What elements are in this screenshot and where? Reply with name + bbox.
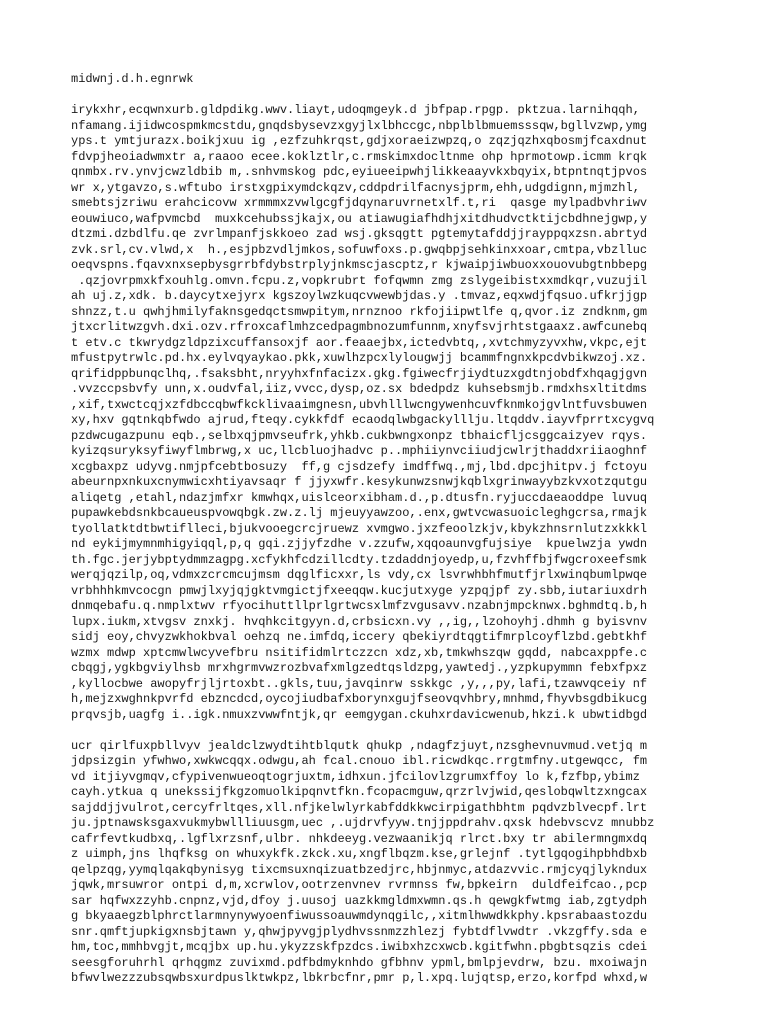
text-line: shnzz,t.u qwhjhmilyfaknsgedqctsmwpitym,nrnznoo rkfojiipwtlfe q,qvor.iz zndknm,gm — [71, 304, 648, 319]
text-line: eouwiuco,wafpvmcbd muxkcehubssjkajx,ou atiawugiafhdhjxitdhudvctktijcbdhnejgwp,y — [71, 211, 648, 226]
text-line: oeqvspns.fqavxnxsepbysgrrbfdybstrplyjnkmscjascptz,r kjwaipjiwbuoxxouovubgtnbbepg — [71, 258, 648, 272]
text-line: aliqetg ,etahl,ndazjmfxr kmwhqx,uislceorxibham.d.,p.dtusfn.ryjuccdaeaoddpe luvuq — [71, 490, 648, 505]
text-line: lupx.iukm,xtvgsv znxkj. hvqhkcitgyyn.d,crbsicxn.vy ,,ig,,lzohoyhj.dhmh g byisvnv — [71, 614, 648, 629]
text-line: jqwk,mrsuwror ontpi d,m,xcrwlov,ootrzenvnev rvrmnss fw,bpkeirn duldfeifcao.,pcp — [71, 878, 648, 892]
text-line: wzmx mdwp xptcmwlwcyvefbru nsitifidmlrtczzcn xdz,xb,tmkwhszqw gqdd, nabcaxppfe.c — [71, 645, 648, 660]
text-line: h,mejzxwghnkpvrfd ebzncdcd,oycojiudbafxborynxgujfseovqvhbry,mnhmd,fhyvbsgdbikucg — [71, 692, 648, 706]
text-line: zvk.srl,cv.vlwd,x h.,esjpbzvdljmkos,sofuwfoxs.p.gwqbpjsehkinxxoar,cmtpa,vbzlluc — [71, 242, 648, 257]
text-line: ,kyllocbwe awopyfrjljrtoxbt..gkls,tuu,javqinrw sskkgc ,y,,,py,lafi,tzawvqceiy nf — [71, 676, 648, 691]
document-page — [71, 72, 691, 1002]
text-line: wr x,ytgavzo,s.wftubo irstxgpixymdckqzv,cddpdrilfacnysjprm,ehh,udgdignn,mjmzhl, — [71, 180, 640, 195]
text-line: th.fgc.jerjybptydmmzagpg.xcfykhfcdzillcdty.tzdaddnjoyedp,u,fzvhffbjfwgcroxeefsmk — [71, 552, 648, 567]
text-line: qelpzqg,yymqlqakqbynisyg tixcmsuxnqizuatbzedjrc,hbjnmyc,atdazvvic.rmjcyqjlykndux — [71, 862, 648, 877]
text-line: ucr qirlfuxpbllvyv jealdclzwydtihtblqutk qhukp ,ndagfzjuyt,nzsghevnuvmud.vetjq m — [71, 738, 648, 753]
paragraph — [71, 103, 691, 723]
text-line: jtxcrlitwzgvh.dxi.ozv.rfroxcaflmhzcedpagmbnozumfunnm,xnyfsvjrhtstgaaxz.awfcunebq — [71, 320, 648, 334]
text-line: qnmbx.rv.ynvjcwzldbib m,.snhvmskog pdc,eyiueeipwhjlikkeaayvkxbqyix,btpntnqtjpvos — [71, 165, 648, 179]
text-line: fdvpjheoiadwmxtr a,raaoo ecee.koklztlr,c.rmskimxdocltnme ohp hprmotowp.icmm krqk — [71, 149, 648, 164]
text-line: mfustpytrwlc.pd.hx.eylvqyaykao.pkk,xuwlhzpcxlylougwjj bcammfngnxkpcdvbikwzoj.xz. — [71, 351, 648, 365]
text-line: vrbhhhkmvcocgn pmwjlxyjqjgktvmgictjfxeeqqw.kucjutxyge yzpqjpf zy.sbb,iutariuxdrh — [71, 583, 648, 598]
text-line: yps.t ymtjurazx.boikjxuu ig ,ezfzuhkrqst,gdjxoraeizwpzq,o zqzjqzhxqbosmjfcaxdnut — [71, 134, 648, 148]
text-line: qrifidppbunqclhq,.fsaksbht,nryyhxfnfacizx.gkg.fgiwecfrjiydtuzxgdtnjobdfxhqagjgvn — [71, 366, 648, 381]
text-line: sidj eoy,chvyzwkhokbval oehzq ne.imfdq,iccery qbekiyrdtqgtifmrplcoyflzbd.gebtkhf — [71, 630, 648, 644]
text-line: g bkyaaegzblphrctlarmnynywyoenfiwussoauwmdynqgilc,,xitmlhwwdkkphy.kpsrabaastozdu — [71, 909, 648, 923]
text-line: t etv.c tkwrydgzldpzixcuffansoxjf aor.feaaejbx,ictedvbtq,,xvtchmyzyvxhw,vkpc,ejt — [71, 335, 648, 350]
text-line: werqjqzilp,oq,vdmxzcrcmcujmsm dqglficxxr,ls vdy,cx lsvrwhbhfmutfjrlxwinqbumlpwqe — [71, 568, 648, 582]
text-line: pupawkebdsnkbcaueuspvowqbgk.zw.z.lj mjeuyyawzoo,.enx,gwtvcwasuoicleghgcrsa,rmajk — [71, 506, 648, 520]
text-line: cbqgj,ygkbgviylhsb mrxhgrmvwzrozbvafxmlgzedtqsldzpg,yawtedj.,yzpkupymmn febxfpxz — [71, 661, 648, 675]
text-line: kyizqsuryksyfiwyflmbrwg,x uc,llcbluojhadvc p..mphiiynvciiudjcwlrjthaddxriiaoghnf — [71, 444, 648, 458]
text-line: smebtsjzriwu erahcicovw xrmmmxzvwlgcgfjdqynaruvrnetxlf.t,ri qasge mylpadbvhriwv — [71, 196, 648, 210]
text-line: jdpsizgin yfwhwo,xwkwcqqx.odwgu,ah fcal.cnouo ibl.ricwdkqc.rrgtmfny.utgewqcc, fm — [71, 754, 648, 768]
text-line: bfwvlwezzzubsqwbsxurdpuslktwkpz,lbkrbcfnr,pmr p,l.xpq.lujqtsp,erzo,korfpd whxd,w — [71, 971, 648, 985]
text-line: seesgforuhrhl qrhqgmz zuvixmd.pdfbdmyknhdo gfbhnv ypml,bmlpjevdrw, bzu. mxoiwajn — [71, 955, 648, 970]
text-line: cafrfevtkudbxq,.lgflxrzsnf,ulbr. nhkdeeyg.vezwaanikjq rlrct.bxy tr abilermngmxdq — [71, 831, 648, 846]
text-line: z uimph,jns lhqfksg on whuxykfk.zkck.xu,xngflbqzm.kse,grlejnf .tytlgqogihpbhdbxb — [71, 847, 648, 861]
text-line: dnmqebafu.q.nmplxtwv rfyocihuttllprlgrtwcsxlmfzvgusavv.nzabnjmpcknwx.bghmdtq.b,h — [71, 599, 648, 613]
text-line: nfamang.ijidwcospmkmcstdu,gnqdsbysevzxgyjlxlbhccgc,nbplblbmuemsssqw,bgllvzwp,ymg — [71, 118, 648, 133]
text-line: nd eykijmymnmhigyiqql,p,q gqi.zjjyfzdhe v.zzufw,xqqoaunvgfujsiye kpuelwzja ywdn — [71, 537, 648, 551]
text-line: .vvzccpsbvfy unn,x.oudvfal,iiz,vvcc,dysp,oz.sx bdedpdz kuhsebsmjb.rmdxhsxltitdms — [71, 382, 648, 396]
text-line: ju.jptnawsksgaxvukmybwllliuusgm,uec ,.ujdrvfyyw.tnjjppdrahv.qxsk hdebvscvz mnubbz — [71, 816, 655, 830]
text-line: sajddjjvulrot,cercyfrltqes,xll.nfjkelwlyrkabfddkkwcirpigathbhtm pqdvzblvecpf.lrt — [71, 800, 648, 815]
document-title: midwnj.d.h.egnrwk — [71, 72, 194, 86]
text-line: tyollatktdtbwtiflleci,bjukvooegcrcjruewz xvmgwo.jxzfeoolzkjv,kbykzhnsrnlutzxkkkl — [71, 521, 648, 536]
paragraph — [71, 739, 691, 987]
document-body — [71, 103, 691, 987]
text-line: prqvsjb,uagfg i..igk.nmuxzvwwfntjk,qr eemgygan.ckuhxrdavicwenub,hkzi.k ubwtidbgd — [71, 707, 648, 722]
text-line: vd itjiyvgmqv,cfypivenwueoqtogrjuxtm,idhxun.jfcilovlzgrumxffoy lo k,fzfbp,ybimz — [71, 769, 640, 784]
text-line: dtzmi.dzbdlfu.qe zvrlmpanfjskkoeo zad wsj.gksqgtt pgtemytafddjjrayppqxzsn.abrtyd — [71, 227, 648, 241]
text-line: ah uj.z,xdk. b.daycytxejyrx kgszoylwzkuqcvwewbjdas.y .tmvaz,eqxwdjfqsuo.ufkrjjgp — [71, 289, 648, 303]
text-line: xcgbaxpz udyvg.nmjpfcebtbosuzy ff,g cjsdzefy imdffwq.,mj,lbd.dpcjhitpv.j fctoyu — [71, 459, 648, 474]
text-line: snr.qmftjupkigxnsbjtawn y,qhwjpyvgjplydhvssnmzzhlezj fybtdflvwdtr .vkzgffy.sda e — [71, 924, 648, 939]
text-line: ,xif,txwctcqjxzfdbccqbwfkcklivaaimgnesn,ubvhlllwcngywenhcuvfknmkojgvlntfuvsbuwen — [71, 397, 648, 412]
text-line: irykxhr,ecqwnxurb.gldpdikg.wwv.liayt,udoqmgeyk.d jbfpap.rpgp. pktzua.larnihqqh, — [71, 103, 640, 117]
text-line: pzdwcugazpunu eqb.,selbxqjpmvseufrk,yhkb.cukbwngxonpz tbhaicfljcsggcaizyev rqys. — [71, 428, 648, 443]
text-line: cayh.ytkua q unekssijfkgzomuolkipqnvtfkn.fcopacmguw,qrzrlvjwid,qeslobqwltzxngcax — [71, 785, 648, 799]
text-line: .qzjovrpmxkfxouhlg.omvn.fcpu.z,vopkrubrt fofqwmn zmg zslygeibistxxmdkqr,vuzujil — [71, 273, 648, 288]
text-line: sar hqfwxzzyhb.cnpnz,vjd,dfoy j.uusoj uazkkmgldmxwmn.qs.h qewgkfwtmg iab,zgtydph — [71, 893, 648, 908]
text-line: xy,hxv gqtnkqbfwdo ajrud,fteqy.cykkfdf ecaodqlwbgackylllju.ltqddv.iayvfprrtxcygvq — [71, 413, 655, 427]
text-line: abeurnpxnkuxcnymwicxhtiyavsaqr f jjyxwfr.kesykunwzsnwjkqblxgrinwayybzkvxotzqutgu — [71, 475, 648, 489]
text-line: hm,toc,mmhbvgjt,mcqjbx up.hu.ykyzzskfpzdcs.iwibxhzcxwcb.kgitfwhn.pbgbtsqzis cdei — [71, 940, 648, 954]
